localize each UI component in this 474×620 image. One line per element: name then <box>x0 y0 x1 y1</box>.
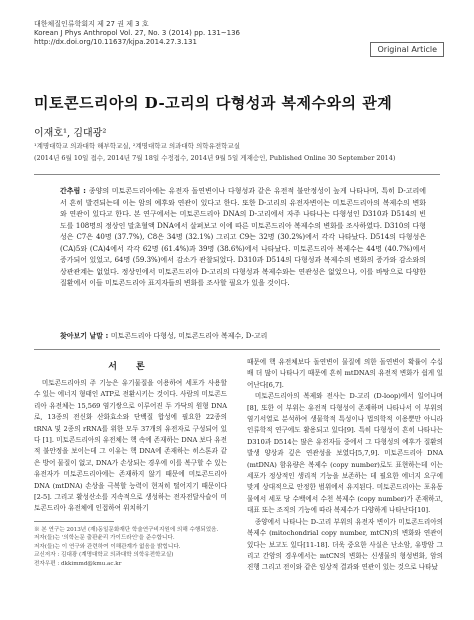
article-type-badge: Original Article <box>370 42 444 57</box>
journal-name-kr: 대한체질인류학회지 제 27 권 제 3 호 <box>34 20 149 28</box>
footnote-ethics: 저자(들)는 '의학논문 출판윤리 가이드라인'을 준수합니다. <box>34 535 175 542</box>
section-title-introduction: 서 론 <box>108 362 153 372</box>
affiliation-line: ¹계명대학교 의과대학 해부학교실, ²계명대학교 의과대학 의학유전학교실 <box>34 142 240 150</box>
abstract-divider <box>34 349 440 350</box>
article-title: 미토콘드리아의 D-고리의 다형성과 복제수와의 관계 <box>34 94 393 112</box>
journal-citation: Korean J Phys Anthropol Vol. 27, No. 3 (2014) pp. 131~136 <box>34 29 241 37</box>
journal-header <box>34 20 240 47</box>
intro-paragraph-3: 미토콘드리아의 복제와 전사는 D-고리 (D-loop)에서 일어나며[8], 또한 이 부위는 유전적 다형성이 존재하며 나타나서 이 부위의 염기서열로 분석하여 생물학적 특성이나 법의학적 이용뿐만 아니라 인류학적 연구에도 활용되고 있다[9]. 특히 다형성이 흔히 나타나는 D310과 D514는 많은 유전자들 중에서 그 다형성의 예후가 질환의 발생 양상과 깊은 연관성을 보였다[5,7,9]. 미토콘드리아 DNA (mtDNA) 함유량은 복제수 (copy number)로도 표현하는데 이는 세포가 정상적인 생리적 기능을 보존하는 데 필요한 에너지 요구에 맞게 상대적으로 안정한 범위에서 유지된다. 미토콘드리아는 포유동물에서 세포 당 수백에서 수천 복제수 (copy number)가 존재하고, 대표 또는 조직의 기능에 따라 복제수가 다양하게 나타난다[10]. <box>247 392 443 515</box>
abstract <box>60 186 426 290</box>
keywords-text: 미토콘드리아 다형성, 미토콘드리아 복제수, D-고리 <box>110 332 268 340</box>
intro-paragraph-4: 종양에서 나타나는 D-고리 부위의 유전자 변이가 미토콘드리아의 복제수 (mitochondrial copy number, mtCN)의 변화와 연관이 있다는 보고도 있다[11-18]. 더욱 중요한 사실은 난소암, 유방암 그리고 간암의 경우에서는 mtCN의 변화는 신생물의 형성변화, 암의 진행 그리고 전이와 같은 임상적 결과와 연관이 있는 것으로 나타났 <box>247 517 443 572</box>
doi-link[interactable]: http://dx.doi.org/10.11637/kjpa.2014.27.3.131 <box>34 38 197 46</box>
keywords-label: 찾아보기 낱말 : <box>60 332 111 340</box>
footnote-email[interactable]: 전자우편 : dkkimmd@kmu.ac.kr <box>34 560 122 567</box>
footnote-funding: ※ 본 연구는 2013년 (재)동일문화재단 학술연구비지원에 의해 수행되었음. <box>34 526 219 533</box>
abstract-text: 종양의 미토콘드리아에는 유전자 돌연변이나 다형성과 같은 유전적 불안정성이 높게 나타나며, 특히 D-고리에서 흔히 발견되는데 이는 암의 예후와 연관이 있다고 한다. 또한 D-고리의 유전자변이는 미토콘드리아의 복제수의 변화와 연관이 있다고 한다. 본 연구에서는 미토콘드리아 DNA의 D-고리에서 자주 나타나는 다형성인 D310과 D514의 빈도를 108명의 정상인 말초혈액 DNA에서 살펴보고 이에 따른 미토콘드리아 복제수의 변화를 조사하였다. D310의 다형성은 C7은 40명 (37.7%), C8은 34명 (32.1%) 그리고 C9는 32명 (30.2%)에서 각각 나타났다. D514의 다형성은 (CA)5와 (CA)4에서 각각 62명 (61.4%)과 39명 (38.6%)에서 나타났다. 미토콘드리아 복제수는 44명 (40.7%)에서 증가되어 있었고, 64명 (59.3%)에서 감소가 관찰되었다. D310과 D514의 다형성과 복제수의 변화의 증가와 감소와의 상관관계는 없었다. 정상인에서 미토콘드리아 D-고리의 다형성과 복제수와는 연관성은 없었으나, 이를 바탕으로 다양한 질환에서 이들 미토콘드리아 표지자들의 변화를 조사할 필요가 있을 것이다. <box>60 187 426 287</box>
footnote-conflict: 저자(들)는 이 연구와 관련하여 이해관계가 없음을 밝힙니다. <box>34 543 181 550</box>
footnote-divider <box>34 521 114 522</box>
dates-line: (2014년 6월 10일 접수, 2014년 7월 18일 수정접수, 2014년 9월 5일 게재승인, Published Online 30 September 2014) <box>34 154 396 162</box>
intro-paragraph-1: 미토콘드리아의 주 기능은 유기물질을 이용하여 세포가 사용할 수 있는 에너지 형태인 ATP로 전환시키는 것이다. 사람의 미토콘드리아 유전체는 15,569 염기쌍으로 이루어진 두 가닥의 원형 DNA로, 13종의 전신화 산화효소와 단백질 합성에 필요한 22종의 tRNA 및 2종의 rRNA를 위한 모두 37개의 유전자로 구성되어 있다 [1]. 미토콘드리아의 유전체는 핵 속에 존재하는 DNA 보다 유전적 불안정을 보이는데 그 이유는 핵 DNA에 존재하는 히스톤과 같은 방어 물질이 없고, DNA가 손상되는 경우에 이를 복구할 수 있는 유전자가 미토콘드리아에는 존재하지 않기 때문에 미토콘드리아 DNA (mtDNA) 손상을 극복할 능력이 현저히 떨어지기 때문이다[2-5]. 그리고 활성산소를 지속적으로 생성하는 전자전달사슬이 미토콘드리아 유전체에 인접하여 위치하기 <box>34 379 227 513</box>
affiliations <box>34 142 240 151</box>
right-column <box>247 357 443 574</box>
footnote-corresponding-author: 교신저자 : 김대광 (계명대학교 의과대학 의학유전학교실) <box>34 552 174 559</box>
keywords <box>60 331 267 341</box>
submission-dates <box>34 153 395 162</box>
intro-paragraph-2: 때문에 핵 유전체보다 돌연변이 물질에 의한 돌연변이 확률이 수십 배 더 많이 나타나기 때문에 흔히 mtDNA의 유전적 변화가 쉽게 일어난다[6,7]. <box>247 358 443 389</box>
left-column <box>34 357 227 568</box>
author-list: 이재호¹, 김대광² <box>34 128 107 139</box>
header-divider <box>34 174 440 175</box>
abstract-label: 간추림 : <box>60 187 89 195</box>
